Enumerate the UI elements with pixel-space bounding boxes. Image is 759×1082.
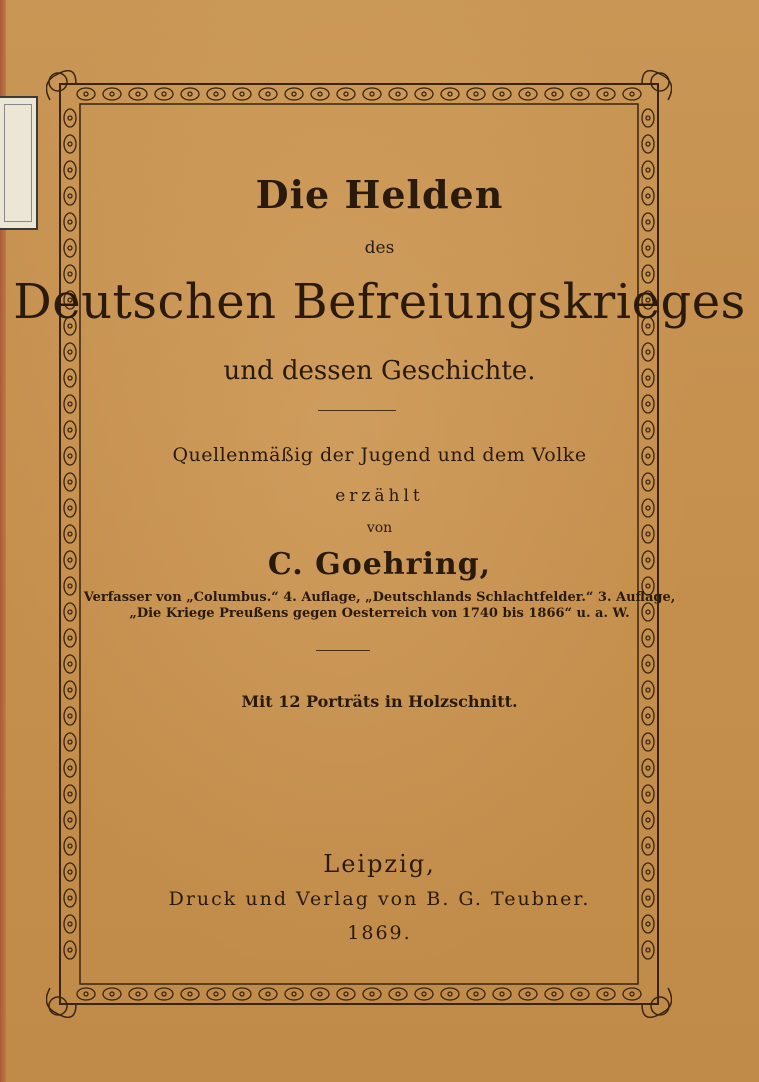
border-loop-bottom-dot — [84, 992, 88, 996]
border-loop-bottom-dot — [266, 992, 270, 996]
border-loop-left-dot — [68, 636, 72, 640]
border-loop-right — [642, 135, 654, 153]
border-loop-top-dot — [578, 92, 582, 96]
border-loop-bottom-dot — [370, 992, 374, 996]
border-loop-bottom — [129, 988, 147, 1000]
corner-flourish-bottom-right — [651, 997, 669, 1015]
border-loop-right-dot — [646, 116, 650, 120]
border-loop-left-dot — [68, 714, 72, 718]
border-loop-bottom — [233, 988, 251, 1000]
border-loop-bottom-dot — [214, 992, 218, 996]
border-loop-top-dot — [630, 92, 634, 96]
border-loop-left-dot — [68, 818, 72, 822]
border-loop-right — [642, 395, 654, 413]
subtitle-line-1: Quellenmäßig der Jugend und dem Volke — [172, 444, 587, 466]
border-loop-right-dot — [646, 792, 650, 796]
subtitle-line-3: von — [366, 520, 393, 536]
border-loop-bottom — [389, 988, 407, 1000]
border-loop-top-dot — [266, 92, 270, 96]
border-loop-left-dot — [68, 428, 72, 432]
border-loop-top — [441, 88, 459, 100]
border-loop-left-dot — [68, 584, 72, 588]
border-loop-right — [642, 785, 654, 803]
border-loop-left-dot — [68, 948, 72, 952]
imprint-publisher: Druck und Verlag von B. G. Teubner. — [168, 888, 591, 910]
border-loop-top-dot — [292, 92, 296, 96]
border-loop-top — [259, 88, 277, 100]
border-loop-bottom — [285, 988, 303, 1000]
border-loop-top — [493, 88, 511, 100]
border-loop-left — [64, 421, 76, 439]
border-loop-top — [155, 88, 173, 100]
illustrations-note: Mit 12 Porträts in Holzschnitt. — [241, 692, 518, 711]
border-loop-top — [597, 88, 615, 100]
border-loop-left-dot — [68, 766, 72, 770]
border-loop-right — [642, 629, 654, 647]
border-loop-right-dot — [646, 740, 650, 744]
border-loop-left-dot — [68, 792, 72, 796]
title-line-3: Deutschen Befreiungskrieges — [13, 274, 746, 330]
border-loop-top-dot — [110, 92, 114, 96]
author-name: C. Goehring, — [267, 547, 492, 582]
border-loop-bottom-dot — [578, 992, 582, 996]
border-loop-left-dot — [68, 350, 72, 354]
corner-flourish-bottom-left — [49, 997, 67, 1015]
border-loop-top — [337, 88, 355, 100]
border-loop-bottom-dot — [162, 992, 166, 996]
border-loop-top — [519, 88, 537, 100]
border-loop-bottom — [311, 988, 329, 1000]
border-loop-bottom-dot — [552, 992, 556, 996]
border-loop-left-dot — [68, 844, 72, 848]
border-loop-top-dot — [318, 92, 322, 96]
border-loop-right — [642, 811, 654, 829]
border-loop-left-dot — [68, 116, 72, 120]
border-loop-bottom-dot — [500, 992, 504, 996]
border-loop-bottom — [623, 988, 641, 1000]
border-loop-left — [64, 109, 76, 127]
border-loop-top-dot — [240, 92, 244, 96]
border-loop-top — [389, 88, 407, 100]
border-loop-top-dot — [136, 92, 140, 96]
border-loop-right-dot — [646, 142, 650, 146]
border-loop-top-dot — [214, 92, 218, 96]
border-loop-right-dot — [646, 584, 650, 588]
border-loop-top — [545, 88, 563, 100]
border-loop-right-dot — [646, 402, 650, 406]
border-loop-bottom-dot — [604, 992, 608, 996]
border-loop-top — [363, 88, 381, 100]
border-loop-left-dot — [68, 220, 72, 224]
border-loop-bottom — [77, 988, 95, 1000]
border-loop-right-dot — [646, 844, 650, 848]
border-loop-right — [642, 421, 654, 439]
title-line-4: und dessen Geschichte. — [223, 356, 536, 386]
border-loop-right-dot — [646, 766, 650, 770]
subtitle-line-2: erzählt — [335, 486, 424, 506]
border-loop-top — [103, 88, 121, 100]
border-loop-top — [311, 88, 329, 100]
border-loop-top-dot — [526, 92, 530, 96]
border-loop-left — [64, 759, 76, 777]
border-loop-top-dot — [370, 92, 374, 96]
border-loop-top-dot — [448, 92, 452, 96]
border-loop-top — [77, 88, 95, 100]
border-loop-left — [64, 785, 76, 803]
border-loop-bottom-dot — [344, 992, 348, 996]
author-works-line-1: Verfasser von „Columbus.“ 4. Auflage, „Deutschlands Schlachtfelder.“ 3. Auflage, — [83, 590, 676, 605]
border-loop-left — [64, 395, 76, 413]
border-loop-bottom-dot — [240, 992, 244, 996]
border-loop-top-dot — [474, 92, 478, 96]
imprint-year: 1869. — [347, 922, 412, 944]
border-loop-left — [64, 629, 76, 647]
border-loop-top — [623, 88, 641, 100]
border-loop-left — [64, 655, 76, 673]
corner-scroll-top-left — [46, 71, 76, 100]
border-loop-bottom — [337, 988, 355, 1000]
title-line-2: des — [364, 238, 395, 258]
border-loop-bottom-dot — [526, 992, 530, 996]
corner-flourish-top-left — [49, 73, 67, 91]
border-loop-bottom-dot — [292, 992, 296, 996]
divider-top — [318, 410, 396, 411]
border-loop-bottom — [571, 988, 589, 1000]
border-loop-left-dot — [68, 480, 72, 484]
border-loop-left-dot — [68, 402, 72, 406]
corner-scroll-top-right — [642, 71, 672, 100]
border-loop-right-dot — [646, 428, 650, 432]
border-loop-left-dot — [68, 662, 72, 666]
border-loop-bottom — [545, 988, 563, 1000]
border-loop-bottom — [467, 988, 485, 1000]
border-loop-right-dot — [646, 662, 650, 666]
border-loop-top — [571, 88, 589, 100]
border-loop-left — [64, 811, 76, 829]
border-loop-top — [415, 88, 433, 100]
border-loop-top — [467, 88, 485, 100]
border-loop-bottom — [519, 988, 537, 1000]
border-loop-left-dot — [68, 142, 72, 146]
divider-middle — [316, 650, 370, 651]
border-loop-right — [642, 109, 654, 127]
border-loop-bottom-dot — [474, 992, 478, 996]
border-loop-top — [207, 88, 225, 100]
border-loop-right-dot — [646, 480, 650, 484]
border-loop-right — [642, 655, 654, 673]
border-loop-left-dot — [68, 506, 72, 510]
border-loop-right-dot — [646, 948, 650, 952]
border-loop-left-dot — [68, 740, 72, 744]
border-loop-right-dot — [646, 714, 650, 718]
border-loop-top-dot — [162, 92, 166, 96]
border-loop-top — [233, 88, 251, 100]
border-loop-bottom — [103, 988, 121, 1000]
border-loop-right-dot — [646, 350, 650, 354]
border-loop-bottom-dot — [136, 992, 140, 996]
border-loop-right-dot — [646, 506, 650, 510]
border-loop-top — [285, 88, 303, 100]
border-loop-bottom — [181, 988, 199, 1000]
border-loop-bottom-dot — [110, 992, 114, 996]
imprint-city: Leipzig, — [323, 850, 436, 878]
border-loop-bottom — [597, 988, 615, 1000]
border-loop-top-dot — [422, 92, 426, 96]
corner-flourish-top-right — [651, 73, 669, 91]
border-loop-right-dot — [646, 220, 650, 224]
border-loop-right — [642, 759, 654, 777]
author-works-line-2: „Die Kriege Preußens gegen Oesterreich von 1740 bis 1866“ u. a. W. — [129, 606, 630, 621]
border-loop-bottom-dot — [396, 992, 400, 996]
border-loop-bottom — [363, 988, 381, 1000]
border-loop-top-dot — [396, 92, 400, 96]
border-loop-bottom — [441, 988, 459, 1000]
border-loop-top-dot — [552, 92, 556, 96]
border-loop-top-dot — [500, 92, 504, 96]
border-loop-bottom — [207, 988, 225, 1000]
border-loop-bottom-dot — [448, 992, 452, 996]
border-loop-right — [642, 733, 654, 751]
border-loop-bottom-dot — [318, 992, 322, 996]
border-loop-bottom-dot — [422, 992, 426, 996]
title-line-1: Die Helden — [255, 172, 504, 217]
corner-scroll-bottom-right — [642, 988, 672, 1017]
border-loop-top-dot — [604, 92, 608, 96]
border-loop-top-dot — [84, 92, 88, 96]
border-loop-left — [64, 733, 76, 751]
border-loop-bottom — [415, 988, 433, 1000]
border-loop-top — [181, 88, 199, 100]
corner-scroll-bottom-left — [46, 988, 76, 1017]
border-loop-left — [64, 135, 76, 153]
border-loop-bottom-dot — [188, 992, 192, 996]
border-loop-bottom — [155, 988, 173, 1000]
border-loop-bottom — [259, 988, 277, 1000]
border-loop-bottom — [493, 988, 511, 1000]
border-loop-top — [129, 88, 147, 100]
border-loop-top-dot — [344, 92, 348, 96]
border-loop-right-dot — [646, 636, 650, 640]
border-loop-top-dot — [188, 92, 192, 96]
border-loop-bottom-dot — [630, 992, 634, 996]
border-loop-right-dot — [646, 818, 650, 822]
